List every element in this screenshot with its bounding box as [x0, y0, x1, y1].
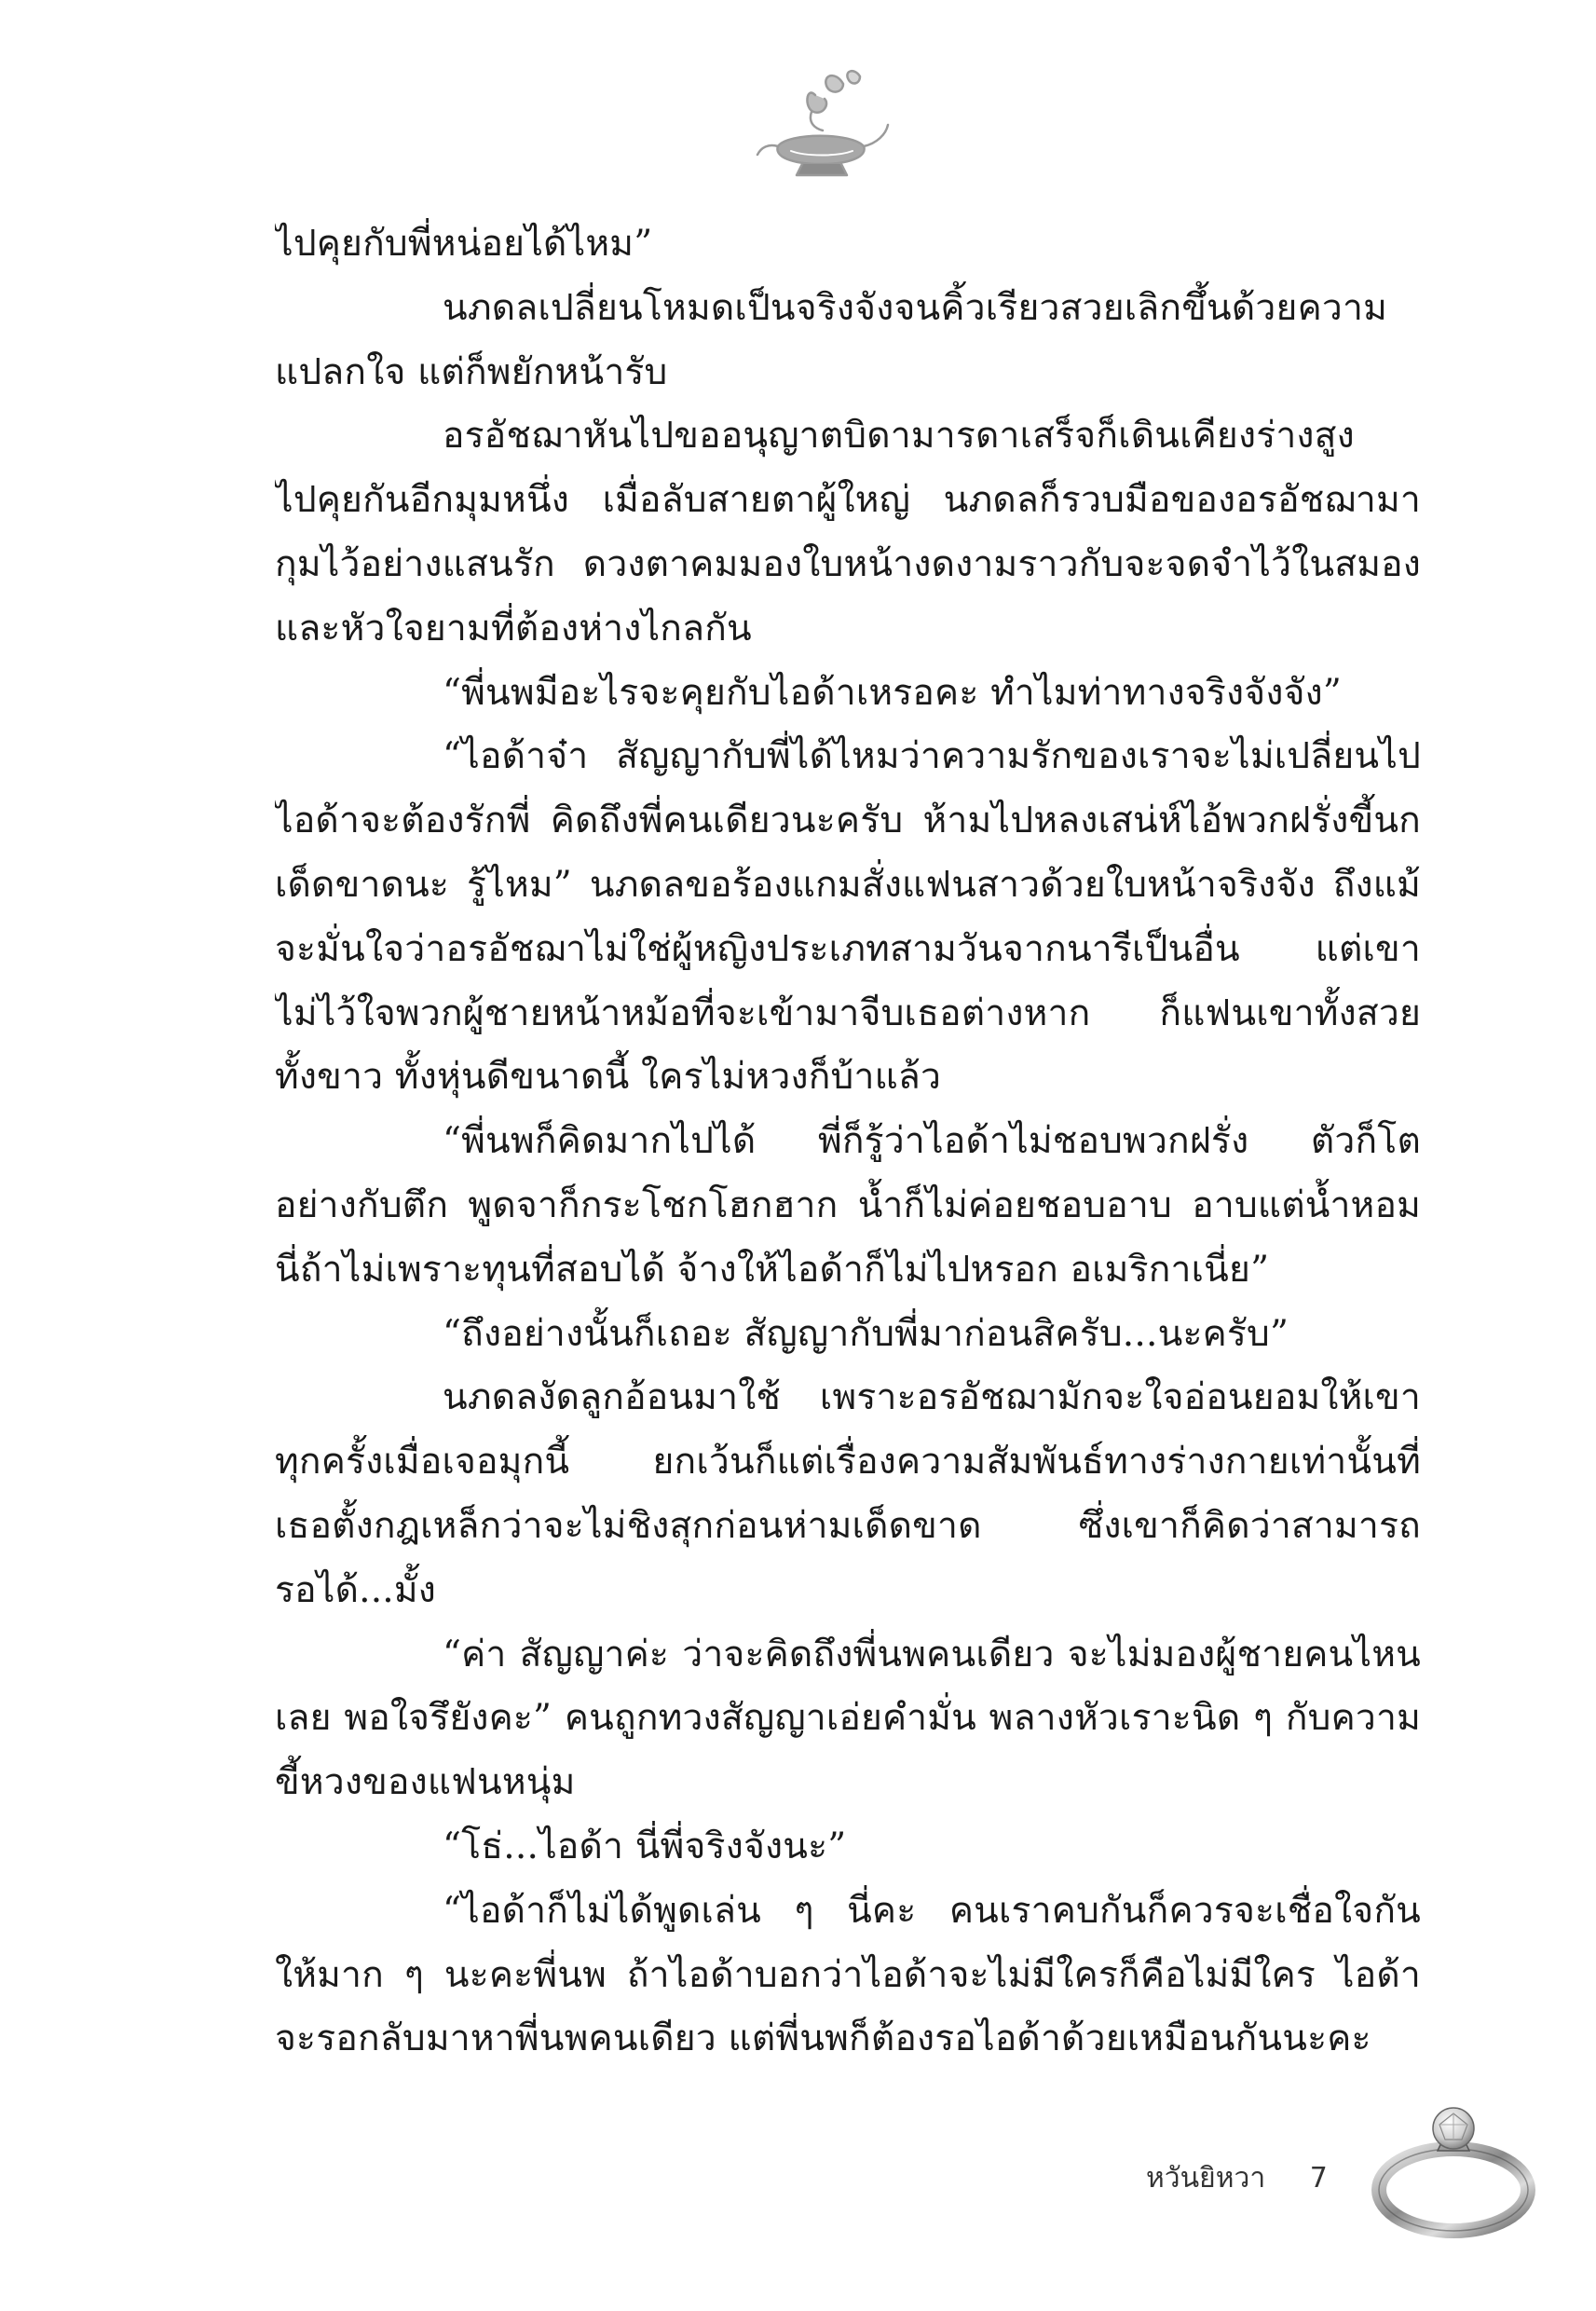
paragraph-line: ไอด้าจะต้องรักพี่ คิดถึงพี่คนเดียวนะครับ ห้ามไปหลงเสน่ห์ไอ้พวกฝรั่งขี้นก	[275, 800, 1421, 842]
paragraph-line: ทั้งขาว ทั้งหุ่นดีขนาดนี้ ใครไม่หวงก็บ้าแล้ว	[275, 1056, 942, 1099]
paragraph-first-line: “พี่นพมีอะไรจะคุยกับไอด้าเหรอคะ ทำไมท่าทางจริงจังจัง”	[443, 671, 1343, 714]
paragraph-first-line: “พี่นพก็คิดมากไปได้ พี่ก็รู้ว่าไอด้าไม่ชอบพวกฝรั่ง ตัวก็โต	[443, 1120, 1421, 1163]
paragraph-line: นี่ถ้าไม่เพราะทุนที่สอบได้ จ้างให้ไอด้าก็ไม่ไปหรอก อเมริกาเนี่ย”	[275, 1248, 1270, 1291]
paragraph-line: ไม่ไว้ใจพวกผู้ชายหน้าหม้อที่จะเข้ามาจีบเธอต่างหาก ก็แฟนเขาทั้งสวย	[275, 991, 1421, 1034]
paragraph-first-line: “ค่า สัญญาค่ะ ว่าจะคิดถึงพี่นพคนเดียว จะไม่มองผู้ชายคนไหน	[443, 1633, 1421, 1675]
page-number: 7	[1309, 2162, 1328, 2195]
paragraph-line: จะมั่นใจว่าอรอัชฌาไม่ใช่ผู้หญิงประเภทสามวันจากนารีเป็นอื่น แต่เขา	[275, 927, 1421, 970]
page-footer	[1146, 2151, 1328, 2207]
paragraph-line: เธอตั้งกฎเหล็กว่าจะไม่ชิงสุกก่อนห่ามเด็ดขาด ซึ่งเขาก็คิดว่าสามารถ	[275, 1504, 1421, 1547]
paragraph-line: แปลกใจ แต่ก็พยักหน้ารับ	[275, 350, 668, 393]
body-text	[275, 212, 1421, 2072]
paragraph-first-line: นภดลงัดลูกอ้อนมาใช้ เพราะอรอัชฌามักจะใจอ่อนยอมให้เขา	[443, 1376, 1421, 1419]
paragraph-first-line: “ถึงอย่างนั้นก็เถอะ สัญญากับพี่มาก่อนสิครับ...นะครับ”	[443, 1312, 1289, 1355]
paragraph-line: จะรอกลับมาหาพี่นพคนเดียว แต่พี่นพก็ต้องรอไอด้าด้วยเหมือนกันนะคะ	[275, 2017, 1371, 2060]
paragraph-first-line: นภดลเปลี่ยนโหมดเป็นจริงจังจนคิ้วเรียวสวยเลิกขึ้นด้วยความ	[443, 286, 1387, 329]
diamond-ring-icon	[1365, 2097, 1542, 2246]
paragraph-line: ให้มาก ๆ นะคะพี่นพ ถ้าไอด้าบอกว่าไอด้าจะไม่มีใครก็คือไม่มีใคร ไอด้า	[275, 1953, 1421, 1996]
paragraph-line: ขี้หวงของแฟนหนุ่ม	[275, 1761, 576, 1804]
paragraph-first-line: “โธ่...ไอด้า นี่พี่จริงจังนะ”	[443, 1825, 847, 1867]
paragraph-line: และหัวใจยามที่ต้องห่างไกลกัน	[275, 607, 752, 650]
paragraph-line: เลย พอใจรึยังคะ” คนถูกทวงสัญญาเอ่ยคำมั่น พลางหัวเราะนิด ๆ กับความ	[275, 1697, 1421, 1740]
paragraph-line: ไปคุยกันอีกมุมหนึ่ง เมื่อลับสายตาผู้ใหญ่ นภดลก็รวบมือของอรอัชฌามา	[275, 479, 1421, 522]
paragraph-line: เด็ดขาดนะ รู้ไหม” นภดลขอร้องแกมสั่งแฟนสาวด้วยใบหน้าจริงจัง ถึงแม้	[275, 863, 1421, 906]
paragraph-first-line: อรอัชฌาหันไปขออนุญาตบิดามารดาเสร็จก็เดินเคียงร่างสูง	[443, 415, 1355, 458]
paragraph-first-line: “ไอด้าก็ไม่ได้พูดเล่น ๆ นี่คะ คนเราคบกันก็ควรจะเชื่อใจกัน	[443, 1889, 1421, 1932]
paragraph-line: รอได้...มั้ง	[275, 1568, 437, 1611]
paragraph-line: อย่างกับตึก พูดจาก็กระโชกโฮกฮาก น้ำก็ไม่ค่อยชอบอาบ อาบแต่น้ำหอม	[275, 1183, 1421, 1226]
paragraph-first-line: ไปคุยกับพี่หน่อยได้ไหม”	[275, 223, 653, 265]
paragraph-line: ทุกครั้งเมื่อเจอมุกนี้ ยกเว้นก็แต่เรื่องความสัมพันธ์ทางร่างกายเท่านั้นที่	[275, 1441, 1421, 1484]
genie-lamp-icon	[750, 58, 890, 184]
book-title: หวันยิหวา	[1146, 2162, 1266, 2195]
paragraph-first-line: “ไอด้าจ๋า สัญญากับพี่ได้ไหมว่าความรักของเราจะไม่เปลี่ยนไป	[443, 735, 1421, 778]
paragraph-line: กุมไว้อย่างแสนรัก ดวงตาคมมองใบหน้างดงามราวกับจะจดจำไว้ในสมอง	[275, 542, 1421, 585]
